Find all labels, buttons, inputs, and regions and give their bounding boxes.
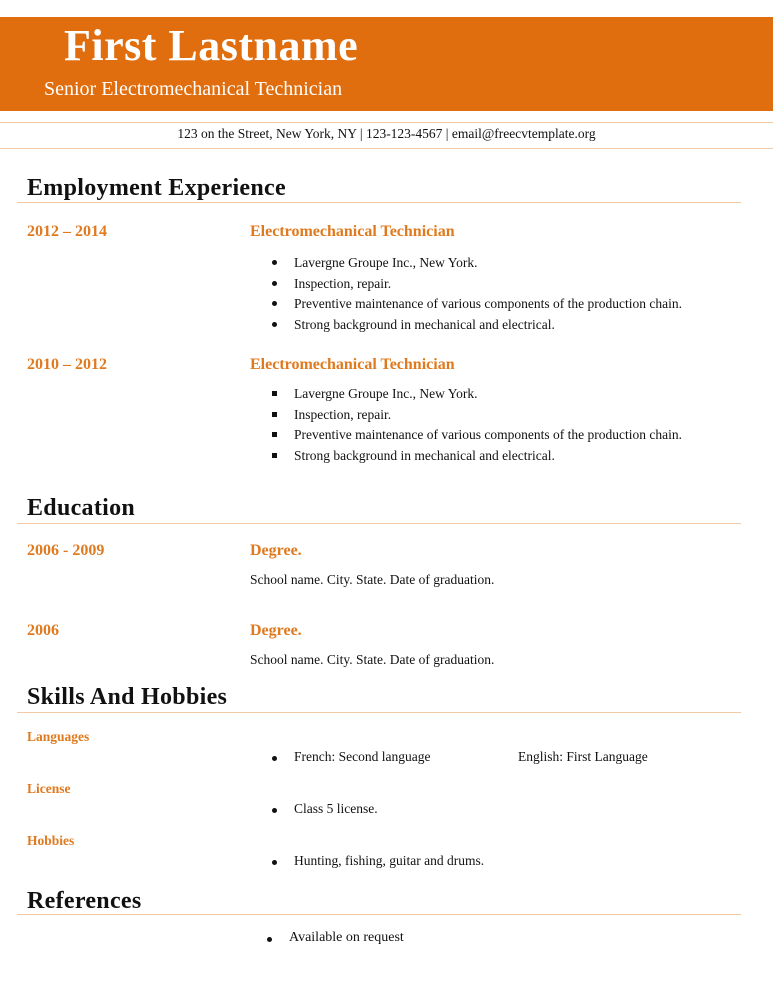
bullet-icon <box>272 260 277 265</box>
section-rule <box>17 914 741 915</box>
bullet-icon <box>267 937 272 942</box>
square-bullet-icon <box>272 453 277 458</box>
list-item: Inspection, repair. <box>272 274 682 295</box>
hobbies-item: Hunting, fishing, guitar and drums. <box>272 853 484 869</box>
bullet-icon <box>272 281 277 286</box>
contact-rule-bottom <box>0 148 773 149</box>
education-dates: 2006 <box>27 622 59 639</box>
skills-label-license: License <box>27 781 71 796</box>
square-bullet-icon <box>272 432 277 437</box>
bullet-icon <box>272 860 277 865</box>
square-bullet-icon <box>272 391 277 396</box>
bullet-icon <box>272 808 277 813</box>
list-item: Lavergne Groupe Inc., New York. <box>272 253 682 274</box>
square-bullet-icon <box>272 412 277 417</box>
list-item: Strong background in mechanical and electrical. <box>272 446 682 467</box>
job-bullets <box>272 253 682 336</box>
job-dates: 2012 – 2014 <box>27 223 107 240</box>
list-item: Preventive maintenance of various components of the production chain. <box>272 294 682 315</box>
languages-item: English: First Language <box>518 749 648 764</box>
bullet-icon <box>272 322 277 327</box>
section-title-employment: Employment Experience <box>27 175 286 200</box>
job-title: Senior Electromechanical Technician <box>44 78 343 100</box>
section-title-education: Education <box>27 495 136 521</box>
list-item: Inspection, repair. <box>272 405 682 426</box>
list-item: Lavergne Groupe Inc., New York. <box>272 384 682 405</box>
section-title-references: References <box>27 888 142 913</box>
contact-rule-top <box>0 122 773 123</box>
section-rule <box>17 523 741 524</box>
job-dates: 2010 – 2012 <box>27 356 107 373</box>
contact-line: 123 on the Street, New York, NY | 123-123-4567 | email@freecvtemplate.org <box>177 126 596 141</box>
job-role: Electromechanical Technician <box>250 223 455 240</box>
education-degree: Degree. <box>250 542 302 559</box>
list-item: Strong background in mechanical and electrical. <box>272 315 682 336</box>
skills-label-hobbies: Hobbies <box>27 833 75 848</box>
bullet-icon <box>272 301 277 306</box>
education-dates: 2006 - 2009 <box>27 542 105 559</box>
education-degree: Degree. <box>250 622 302 639</box>
section-title-skills: Skills And Hobbies <box>27 684 228 710</box>
education-detail: School name. City. State. Date of graduation. <box>250 652 495 667</box>
bullet-icon <box>272 756 277 761</box>
skills-label-languages: Languages <box>27 729 90 744</box>
job-role: Electromechanical Technician <box>250 356 455 373</box>
list-item: Preventive maintenance of various components of the production chain. <box>272 425 682 446</box>
section-rule <box>17 202 741 203</box>
job-bullets <box>272 384 682 467</box>
references-item: Available on request <box>267 930 404 946</box>
full-name: First Lastname <box>64 21 359 70</box>
education-detail: School name. City. State. Date of graduation. <box>250 572 495 587</box>
license-item: Class 5 license. <box>272 801 378 817</box>
section-rule <box>17 712 741 713</box>
languages-item: French: Second language <box>272 749 430 765</box>
